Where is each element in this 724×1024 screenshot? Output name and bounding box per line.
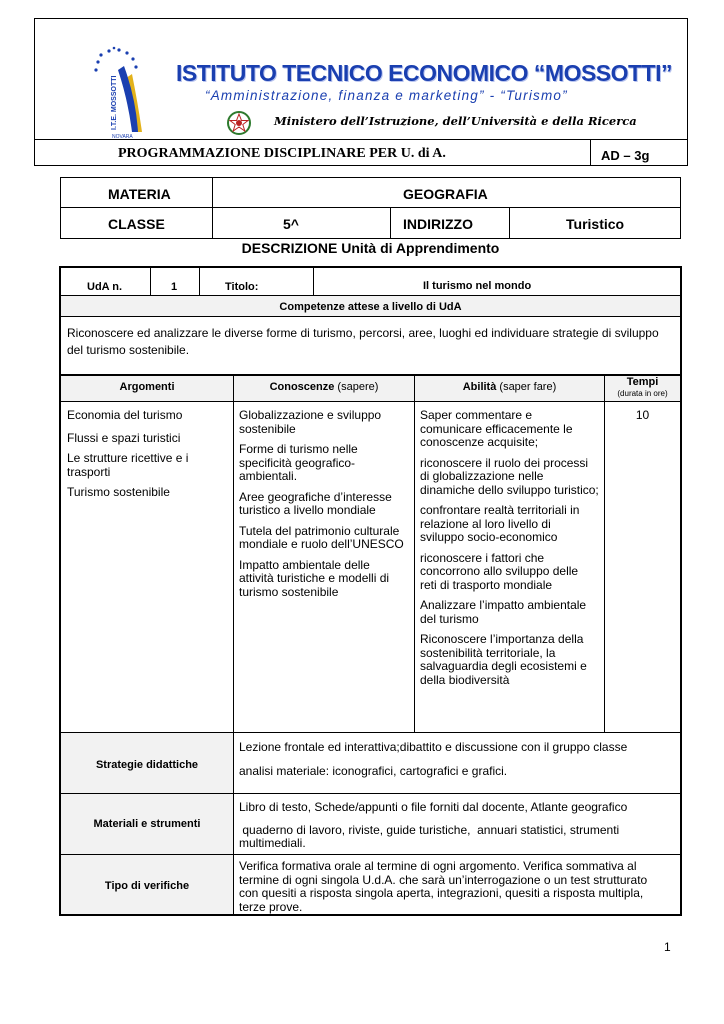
col-abilita-bold: Abilità [462, 381, 497, 393]
list-item: Turismo sostenibile [67, 485, 170, 499]
col-divider [199, 268, 200, 295]
republic-emblem [222, 110, 256, 136]
materiali-list [239, 801, 654, 851]
list-item: Riconoscere l’importanza della sostenibilità territoriale, la salvaguardia degli ecosistemi e della biodiversità [420, 632, 587, 687]
competenze-heading: Competenze attese a livello di UdA [279, 301, 462, 313]
row-divider [61, 316, 680, 317]
materiali-label: Materiali e strumenti [93, 818, 201, 830]
list-item: Forme di turismo nelle specificità geografico-ambientali. [239, 442, 358, 483]
row-divider [61, 793, 680, 794]
ministry-name: Ministero dell’Istruzione, dell’Università e della Ricerca [274, 114, 637, 128]
tempi-value: 10 [635, 408, 650, 422]
col-abilita-rest: (saper fare) [496, 381, 557, 393]
programmazione-title: PROGRAMMAZIONE DISCIPLINARE PER U. di A. [118, 146, 446, 161]
col-tempi-sub: (durata in ore) [617, 389, 668, 398]
classe-value: 5^ [283, 216, 299, 232]
col-conoscenze-rest: (sapere) [334, 381, 379, 393]
indirizzo-value: Turistico [566, 216, 625, 232]
list-item: confrontare realtà territoriali in relazione al loro livello di sviluppo socio-economico [420, 503, 580, 544]
abilita-list [420, 409, 600, 687]
verifiche-label: Tipo di verifiche [104, 880, 190, 892]
uda-label: UdA n. [87, 281, 123, 293]
list-item: quaderno di lavoro, riviste, guide turistiche, annuari statistici, strumenti multimediali. [239, 822, 623, 850]
logo-text: I.T.E. MOSSOTTI [111, 75, 118, 130]
col-tempi: Tempi [626, 376, 659, 388]
list-item: Economia del turismo [67, 408, 183, 422]
list-item: Le strutture ricettive e i trasporti [67, 451, 189, 479]
classe-label: CLASSE [108, 216, 165, 232]
list-item: Aree geografiche d’interesse turistico a livello mondiale [239, 489, 392, 517]
materia-value: GEOGRAFIA [403, 186, 488, 202]
institute-name: ISTITUTO TECNICO ECONOMICO “MOSSOTTI” [176, 60, 673, 86]
col-abilita [415, 381, 604, 395]
conoscenze-list [239, 409, 409, 599]
subject-table-col-divider [212, 178, 213, 238]
page-number: 1 [664, 940, 671, 954]
verifiche-text: Verifica formativa orale al termine di ogni argomento. Verifica sommativa al termine di ogni singola U.d.A. che sarà un’interrogazione o un test strutturato con quesiti a risposta singola aperta, integrazioni, quesiti a risposta multipla, terze prove. [239, 859, 648, 914]
subject-table [60, 177, 681, 239]
list-item: Flussi e spazi turistici [67, 430, 181, 445]
list-item: Impatto ambientale delle attività turistiche e modelli di turismo sostenibile [239, 557, 390, 599]
titolo-label: Titolo: [225, 281, 259, 293]
strategie-label: Strategie didattiche [95, 759, 199, 771]
competenze-text: Riconoscere ed analizzare le diverse forme di turismo, percorsi, aree, luoghi ed individuare strategie di sviluppo del turismo sostenibile. [67, 326, 659, 357]
row-divider [61, 854, 680, 855]
subject-table-col-divider [390, 208, 391, 238]
strategie-list [239, 741, 669, 778]
list-item: analisi materiale: iconografici, cartografici e grafici. [239, 763, 508, 778]
uda-table [59, 266, 682, 916]
subject-table-col-divider [509, 208, 510, 238]
list-item: Lezione frontale ed interattiva;dibattito e discussione con il gruppo classe [239, 740, 628, 754]
argomenti-list [67, 409, 227, 500]
titolo-value: Il turismo nel mondo [423, 280, 532, 292]
col-argomenti: Argomenti [119, 381, 175, 393]
materia-label: MATERIA [108, 186, 171, 202]
col-divider [150, 268, 151, 295]
col-divider [414, 375, 415, 732]
col-conoscenze-bold: Conoscenze [269, 381, 335, 393]
logo-city: NOVARA [112, 134, 133, 140]
col-divider [604, 375, 605, 732]
list-item: Globalizzazione e sviluppo sostenibile [239, 408, 382, 436]
school-logo [92, 44, 148, 140]
uda-number: 1 [171, 281, 178, 293]
row-divider [61, 732, 680, 733]
row-divider [61, 401, 680, 402]
row-divider [61, 374, 680, 376]
description-heading: DESCRIZIONE Unità di Apprendimento [241, 240, 500, 256]
list-item: Libro di testo, Schede/appunti o file forniti dal docente, Atlante geografico [239, 800, 628, 814]
header-code-divider [590, 139, 591, 166]
list-item: Analizzare l’impatto ambientale del turismo [420, 598, 587, 626]
col-divider [313, 268, 314, 295]
list-item: Tutela del patrimonio culturale mondiale e ruolo dell’UNESCO [239, 523, 404, 551]
indirizzo-label: INDIRIZZO [403, 216, 473, 232]
institute-subtitle: “Amministrazione, finanza e marketing” - “Turismo” [205, 88, 568, 103]
row-divider [61, 295, 680, 296]
col-divider [233, 375, 234, 914]
document-code: AD – 3g [601, 148, 650, 163]
col-conoscenze [234, 381, 414, 395]
list-item: riconoscere il ruolo dei processi di globalizzazione nelle dinamiche dello sviluppo turistico; [420, 455, 599, 497]
subject-table-row-divider [61, 207, 680, 208]
list-item: Saper commentare e comunicare efficacemente le conoscenze acquisite; [420, 408, 573, 449]
list-item: riconoscere i fattori che concorrono allo sviluppo delle reti di trasporto mondiale [420, 550, 579, 592]
